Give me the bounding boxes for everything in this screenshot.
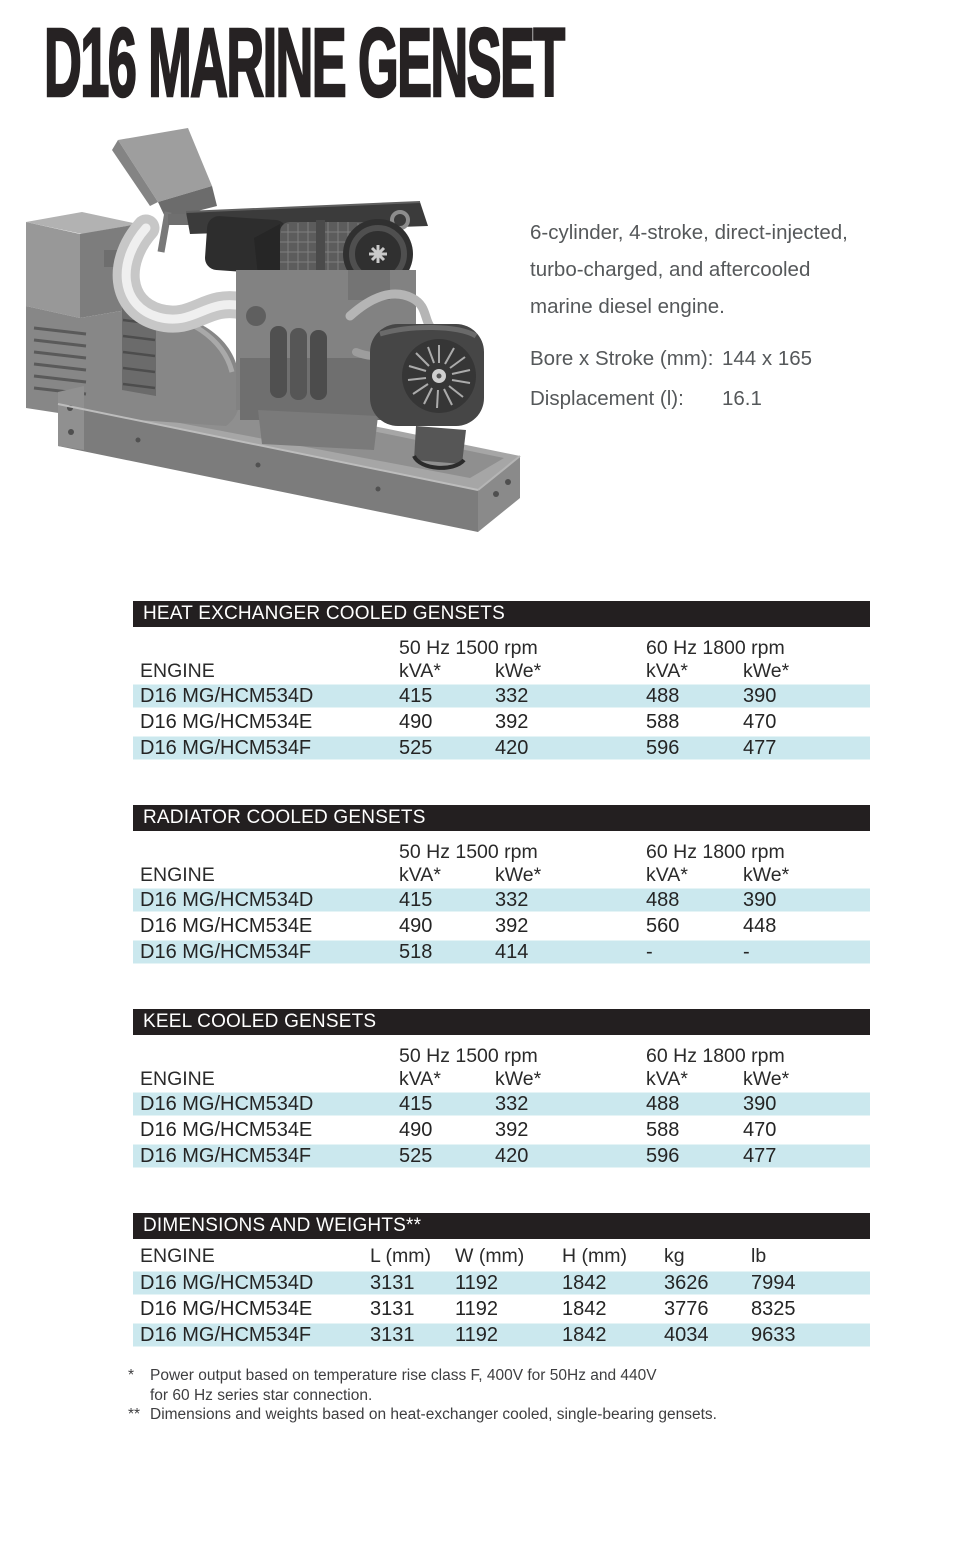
value-cell: 9633	[751, 1323, 796, 1346]
page-title: D16 MARINE GENSET	[44, 8, 564, 117]
value-cell: 415	[399, 684, 433, 707]
engine-description: turbo-charged, and aftercooled	[530, 258, 811, 281]
engine-name: D16 MG/HCM534E	[140, 1297, 313, 1320]
value-cell: 3131	[370, 1271, 415, 1294]
footnote-power-output	[128, 1366, 788, 1405]
group-header-50hz: 50 Hz 1500 rpm	[399, 841, 538, 863]
value-cell: 518	[399, 940, 433, 963]
col-header: kVA*	[399, 863, 441, 886]
value-cell: 477	[743, 736, 777, 759]
value-cell: 525	[399, 736, 433, 759]
value-cell: 332	[495, 888, 529, 911]
engine-name: D16 MG/HCM534E	[140, 710, 313, 733]
group-header-60hz: 60 Hz 1800 rpm	[646, 841, 785, 863]
engine-name: D16 MG/HCM534F	[140, 1144, 312, 1167]
table-title: DIMENSIONS AND WEIGHTS**	[133, 1213, 870, 1239]
table-row	[133, 913, 870, 939]
value-cell: 8325	[751, 1297, 796, 1320]
value-cell: 470	[743, 1118, 777, 1141]
col-header: lb	[751, 1244, 767, 1267]
spec-value: 16.1	[722, 387, 762, 410]
col-header: kVA*	[399, 659, 441, 682]
spec-displacement	[530, 387, 930, 411]
col-header: ENGINE	[140, 659, 215, 682]
table-row	[133, 1143, 870, 1169]
value-cell: 420	[495, 736, 529, 759]
footnote-marker: *	[128, 1367, 135, 1384]
engine-name: D16 MG/HCM534E	[140, 1118, 313, 1141]
col-header: kWe*	[495, 863, 542, 886]
value-cell: 420	[495, 1144, 529, 1167]
footnote-text	[150, 1366, 788, 1405]
value-cell: 392	[495, 1118, 529, 1141]
value-cell: 1842	[562, 1323, 607, 1346]
engine-description: 6-cylinder, 4-stroke, direct-injected,	[530, 221, 848, 244]
engine-name: D16 MG/HCM534F	[140, 940, 312, 963]
col-header: kVA*	[646, 863, 688, 886]
footnote-dimensions	[128, 1405, 788, 1425]
col-header: kVA*	[646, 659, 688, 682]
engine-name: D16 MG/HCM534D	[140, 1092, 314, 1115]
group-header-60hz: 60 Hz 1800 rpm	[646, 637, 785, 659]
group-header-60hz: 60 Hz 1800 rpm	[646, 1045, 785, 1067]
value-cell: 488	[646, 684, 680, 707]
footnote-marker: **	[128, 1406, 141, 1423]
spec-label: Bore x Stroke (mm):	[530, 347, 714, 370]
table-row	[133, 683, 870, 709]
value-cell: 1192	[455, 1271, 499, 1294]
col-header: L (mm)	[370, 1244, 432, 1267]
table-column-header-row	[133, 1242, 870, 1270]
table-column-header-row	[133, 659, 870, 683]
table-title: RADIATOR COOLED GENSETS	[133, 805, 870, 831]
table-group-header-row	[133, 631, 870, 659]
value-cell: 390	[743, 684, 777, 707]
value-cell: 1192	[455, 1297, 499, 1320]
engine-name: D16 MG/HCM534F	[140, 736, 312, 759]
engine-name: D16 MG/HCM534D	[140, 888, 314, 911]
spec-label: Displacement (l):	[530, 387, 684, 410]
value-cell: 525	[399, 1144, 433, 1167]
value-cell: 588	[646, 710, 680, 733]
value-cell: 415	[399, 1092, 433, 1115]
engine-name: D16 MG/HCM534F	[140, 1323, 312, 1346]
col-header: kWe*	[495, 1067, 542, 1090]
table-title: HEAT EXCHANGER COOLED GENSETS	[133, 601, 870, 627]
spec-value: 144 x 165	[722, 347, 813, 370]
value-cell: 488	[646, 1092, 680, 1115]
value-cell: 4034	[664, 1323, 709, 1346]
dimensions-table	[133, 1213, 870, 1348]
value-cell: 392	[495, 914, 529, 937]
value-cell: 1842	[562, 1271, 607, 1294]
keel-table	[133, 1009, 870, 1169]
footnote-line: Power output based on temperature rise class F, 400V for 50Hz and 440V	[150, 1367, 657, 1384]
table-row	[133, 709, 870, 735]
table-column-header-row	[133, 863, 870, 887]
genset-photo	[18, 120, 543, 560]
spec-bore-stroke	[530, 347, 930, 371]
value-cell: 7994	[751, 1271, 796, 1294]
value-cell: 392	[495, 710, 529, 733]
radiator-table	[133, 805, 870, 965]
engine-name: D16 MG/HCM534D	[140, 1271, 314, 1294]
col-header: ENGINE	[140, 863, 215, 886]
value-cell: -	[646, 940, 653, 963]
heat-exchanger-table	[133, 601, 870, 761]
table-row	[133, 939, 870, 965]
group-header-50hz: 50 Hz 1500 rpm	[399, 1045, 538, 1067]
table-group-header-row	[133, 1039, 870, 1067]
value-cell: 1842	[562, 1297, 607, 1320]
table-row	[133, 887, 870, 913]
table-row	[133, 1296, 870, 1322]
value-cell: 3131	[370, 1323, 415, 1346]
value-cell: 490	[399, 1118, 433, 1141]
table-row	[133, 1270, 870, 1296]
table-row	[133, 735, 870, 761]
value-cell: 3131	[370, 1297, 415, 1320]
table-column-header-row	[133, 1067, 870, 1091]
value-cell: 488	[646, 888, 680, 911]
footnote-text: Dimensions and weights based on heat-exchanger cooled, single-bearing gensets.	[150, 1406, 717, 1423]
value-cell: 596	[646, 1144, 680, 1167]
value-cell: 596	[646, 736, 680, 759]
col-header: kg	[664, 1244, 685, 1267]
value-cell: 477	[743, 1144, 777, 1167]
table-row	[133, 1091, 870, 1117]
value-cell: 1192	[455, 1323, 499, 1346]
table-row	[133, 1322, 870, 1348]
table-row	[133, 1117, 870, 1143]
engine-name: D16 MG/HCM534E	[140, 914, 313, 937]
value-cell: -	[743, 940, 750, 963]
value-cell: 390	[743, 1092, 777, 1115]
col-header: kWe*	[743, 863, 790, 886]
col-header: kVA*	[646, 1067, 688, 1090]
intro-block	[530, 214, 930, 411]
value-cell: 3776	[664, 1297, 709, 1320]
col-header: W (mm)	[455, 1244, 525, 1267]
table-title: KEEL COOLED GENSETS	[133, 1009, 870, 1035]
value-cell: 490	[399, 914, 433, 937]
value-cell: 470	[743, 710, 777, 733]
col-header: kWe*	[743, 659, 790, 682]
value-cell: 332	[495, 1092, 529, 1115]
col-header: ENGINE	[140, 1244, 215, 1267]
col-header: H (mm)	[562, 1244, 627, 1267]
table-group-header-row	[133, 835, 870, 863]
value-cell: 3626	[664, 1271, 709, 1294]
col-header: kWe*	[495, 659, 542, 682]
group-header-50hz: 50 Hz 1500 rpm	[399, 637, 538, 659]
footnotes	[128, 1366, 788, 1425]
col-header: kVA*	[399, 1067, 441, 1090]
value-cell: 588	[646, 1118, 680, 1141]
value-cell: 490	[399, 710, 433, 733]
value-cell: 560	[646, 914, 680, 937]
col-header: kWe*	[743, 1067, 790, 1090]
value-cell: 448	[743, 914, 777, 937]
col-header: ENGINE	[140, 1067, 215, 1090]
value-cell: 414	[495, 940, 529, 963]
footnote-line: for 60 Hz series star connection.	[150, 1386, 373, 1404]
value-cell: 332	[495, 684, 529, 707]
engine-name: D16 MG/HCM534D	[140, 684, 314, 707]
value-cell: 390	[743, 888, 777, 911]
value-cell: 415	[399, 888, 433, 911]
engine-description: marine diesel engine.	[530, 295, 725, 318]
